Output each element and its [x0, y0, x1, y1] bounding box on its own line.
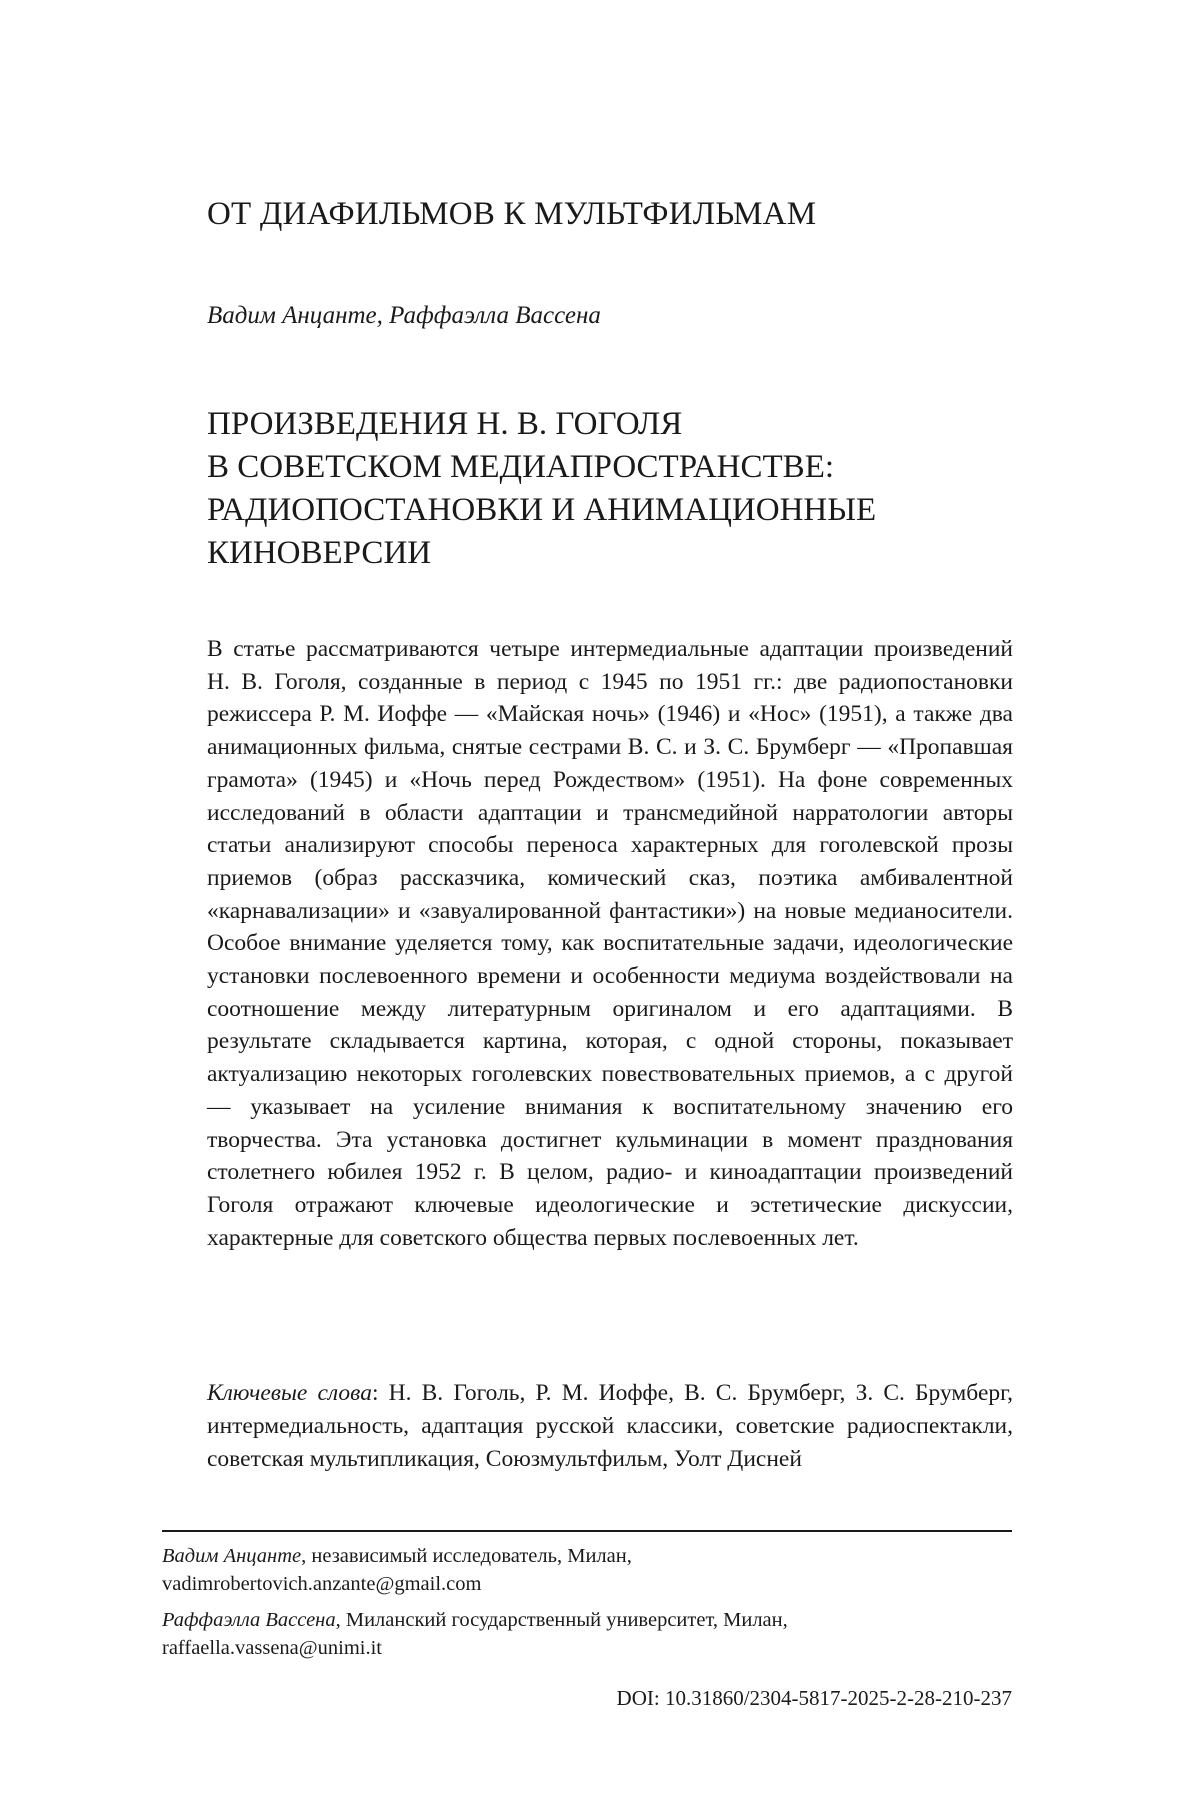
article-title-line: В СОВЕТСКОМ МЕДИАПРОСТРАНСТВЕ:: [207, 449, 835, 485]
article-title-line: РАДИОПОСТАНОВКИ И АНИМАЦИОННЫЕ: [207, 492, 877, 528]
section-title: ОТ ДИАФИЛЬМОВ К МУЛЬТФИЛЬМАМ: [207, 196, 817, 232]
footnote-author-name: Раффаэлла Вассена: [162, 1609, 336, 1631]
article-authors: Вадим Анцанте, Раффаэлла Вассена: [207, 302, 601, 329]
keywords: [207, 1377, 1013, 1476]
keywords-label: Ключевые слова: [207, 1380, 372, 1406]
article-title: [207, 403, 1027, 575]
article-title-line: ПРОИЗВЕДЕНИЯ Н. В. ГОГОЛЯ: [207, 406, 683, 442]
abstract: В статье рассматриваются четыре интермедиальные адаптации произведений Н. В. Гоголя, созданные в период с 1945 по 1951 гг.: две радиопостановки режиссера Р. М. Иоффе — «Майская ночь» (1946) и «Нос» (1951), а также два анимационных фильма, снятые сестрами В. С. и З. С. Брумберг — «Пропавшая грамота» (1945) и «Ночь перед Рождеством» (1951). На фоне современных исследований в области адаптации и трансмедийной нарратологии авторы статьи анализируют способы переноса характерных для гоголевской прозы приемов (образ рассказчика, комический сказ, поэтика амбивалентной «карнавализации» и «завуалированной фантастики») на новые медианосители. Особое внимание уделяется тому, как воспитательные задачи, идеологические установки послевоенного времени и особенности медиума воздействовали на соотношение между литературным оригиналом и его адаптациями. В результате складывается картина, которая, с одной стороны, показывает актуализацию некоторых гоголевских повествовательных приемов, а с другой — указывает на усиление внимания к воспитательному значению его творчества. Эта установка достигнет кульминации в момент празднования столетнего юбилея 1952 г. В целом, радио- и киноадаптации произведений Гоголя отражают ключевые идеологические и эстетические дискуссии, характерные для советского общества первых послевоенных лет.: [207, 636, 1013, 1251]
footnote-divider: [162, 1530, 1012, 1532]
author-footnote: [162, 1542, 1012, 1598]
doi-identifier[interactable]: DOI: 10.31860/2304-5817-2025-2-28-210-237: [616, 1686, 1012, 1710]
author-footnote: [162, 1606, 1012, 1662]
keywords-text: : Н. В. Гоголь, Р. М. Иоффе, В. С. Брумберг, З. С. Брумберг, интермедиальность, адаптация русской классики, советские радиоспектакли, советская мультипликация, Союзмультфильм, Уолт Дисней: [207, 1380, 1013, 1472]
footnote-author-name: Вадим Анцанте: [162, 1545, 302, 1567]
footnote-affiliation: , независимый исследователь, Милан,: [301, 1545, 632, 1567]
footnote-email[interactable]: raffaella.vassena@unimi.it: [162, 1637, 383, 1659]
article-title-line: КИНОВЕРСИИ: [207, 535, 432, 571]
footnote-email[interactable]: vadimrobertovich.anzante@gmail.com: [162, 1573, 482, 1595]
footnote-affiliation: , Миланский государственный университет, Милан,: [335, 1609, 788, 1631]
